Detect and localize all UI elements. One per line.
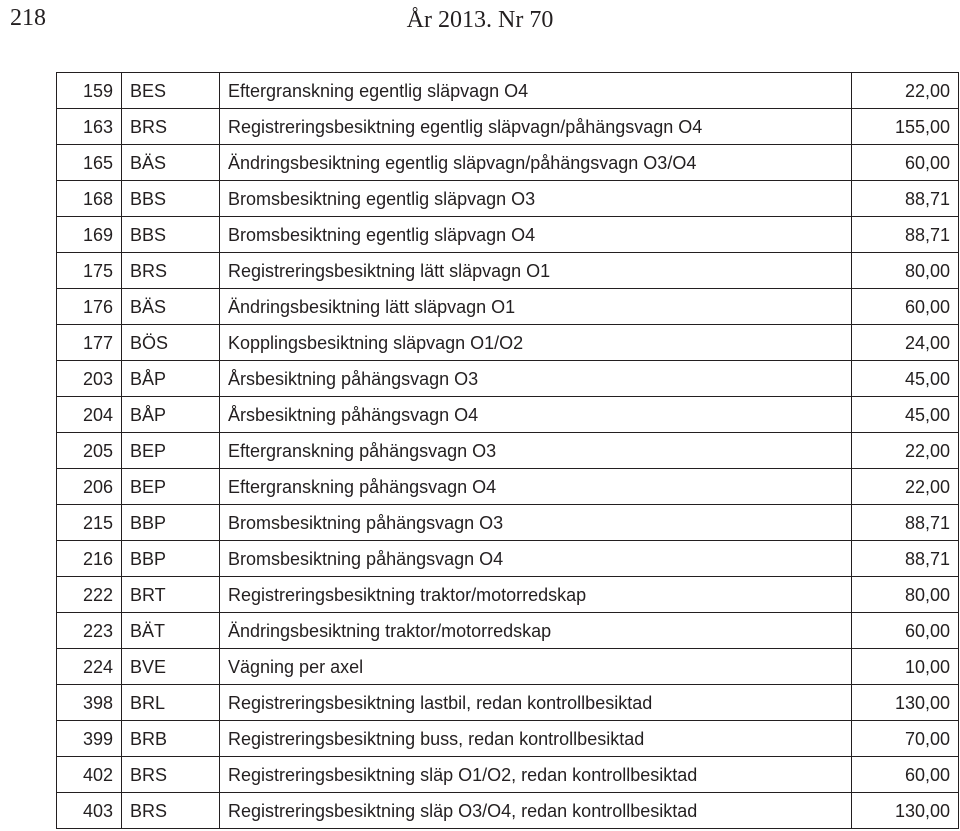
row-amount: 60,00 xyxy=(852,145,959,181)
row-code: 222 xyxy=(57,577,122,613)
row-amount: 60,00 xyxy=(852,757,959,793)
row-code: 203 xyxy=(57,361,122,397)
row-abbr: BBS xyxy=(122,181,220,217)
row-abbr: BRS xyxy=(122,109,220,145)
row-abbr: BRL xyxy=(122,685,220,721)
table-row xyxy=(57,325,959,361)
row-abbr: BES xyxy=(122,73,220,109)
table-row xyxy=(57,649,959,685)
row-code: 163 xyxy=(57,109,122,145)
row-description: Registreringsbesiktning släp O1/O2, redan kontrollbesiktad xyxy=(220,757,852,793)
row-amount: 70,00 xyxy=(852,721,959,757)
row-code: 399 xyxy=(57,721,122,757)
table-row xyxy=(57,397,959,433)
row-description: Registreringsbesiktning släp O3/O4, redan kontrollbesiktad xyxy=(220,793,852,829)
row-amount: 22,00 xyxy=(852,469,959,505)
row-abbr: BRS xyxy=(122,757,220,793)
row-amount: 60,00 xyxy=(852,289,959,325)
row-amount: 60,00 xyxy=(852,613,959,649)
row-description: Eftergranskning egentlig släpvagn O4 xyxy=(220,73,852,109)
row-abbr: BÅP xyxy=(122,361,220,397)
row-abbr: BRT xyxy=(122,577,220,613)
row-code: 216 xyxy=(57,541,122,577)
row-amount: 130,00 xyxy=(852,793,959,829)
row-description: Bromsbesiktning egentlig släpvagn O3 xyxy=(220,181,852,217)
table-row xyxy=(57,217,959,253)
fee-table-body xyxy=(57,73,959,829)
row-abbr: BEP xyxy=(122,433,220,469)
row-abbr: BBS xyxy=(122,217,220,253)
table-row xyxy=(57,541,959,577)
row-amount: 10,00 xyxy=(852,649,959,685)
row-abbr: BÅP xyxy=(122,397,220,433)
row-abbr: BÄS xyxy=(122,289,220,325)
table-row xyxy=(57,469,959,505)
row-description: Vägning per axel xyxy=(220,649,852,685)
row-description: Eftergranskning påhängsvagn O4 xyxy=(220,469,852,505)
table-row xyxy=(57,109,959,145)
table-row xyxy=(57,577,959,613)
row-abbr: BBP xyxy=(122,541,220,577)
row-abbr: BBP xyxy=(122,505,220,541)
row-description: Registreringsbesiktning traktor/motorredskap xyxy=(220,577,852,613)
row-description: Årsbesiktning påhängsvagn O4 xyxy=(220,397,852,433)
row-description: Årsbesiktning påhängsvagn O3 xyxy=(220,361,852,397)
row-amount: 22,00 xyxy=(852,73,959,109)
row-description: Ändringsbesiktning traktor/motorredskap xyxy=(220,613,852,649)
table-row xyxy=(57,721,959,757)
row-abbr: BRS xyxy=(122,793,220,829)
row-amount: 24,00 xyxy=(852,325,959,361)
row-abbr: BEP xyxy=(122,469,220,505)
row-description: Bromsbesiktning påhängsvagn O3 xyxy=(220,505,852,541)
table-row xyxy=(57,145,959,181)
table-row xyxy=(57,253,959,289)
table-row xyxy=(57,289,959,325)
table-row xyxy=(57,793,959,829)
row-amount: 130,00 xyxy=(852,685,959,721)
row-code: 206 xyxy=(57,469,122,505)
table-row xyxy=(57,73,959,109)
row-abbr: BRB xyxy=(122,721,220,757)
row-code: 204 xyxy=(57,397,122,433)
row-code: 159 xyxy=(57,73,122,109)
row-code: 168 xyxy=(57,181,122,217)
row-amount: 88,71 xyxy=(852,505,959,541)
row-amount: 88,71 xyxy=(852,541,959,577)
row-description: Ändringsbesiktning lätt släpvagn O1 xyxy=(220,289,852,325)
row-code: 398 xyxy=(57,685,122,721)
table-row xyxy=(57,757,959,793)
table-row xyxy=(57,181,959,217)
row-abbr: BRS xyxy=(122,253,220,289)
row-amount: 80,00 xyxy=(852,577,959,613)
page-number: 218 xyxy=(10,5,46,31)
page-header: År 2013. Nr 70 xyxy=(406,7,554,33)
table-row xyxy=(57,433,959,469)
row-abbr: BÄT xyxy=(122,613,220,649)
row-code: 402 xyxy=(57,757,122,793)
row-abbr: BÖS xyxy=(122,325,220,361)
table-row xyxy=(57,685,959,721)
row-code: 175 xyxy=(57,253,122,289)
row-code: 169 xyxy=(57,217,122,253)
row-description: Bromsbesiktning påhängsvagn O4 xyxy=(220,541,852,577)
row-code: 224 xyxy=(57,649,122,685)
row-code: 403 xyxy=(57,793,122,829)
row-code: 205 xyxy=(57,433,122,469)
row-amount: 88,71 xyxy=(852,217,959,253)
row-description: Registreringsbesiktning lätt släpvagn O1 xyxy=(220,253,852,289)
row-abbr: BVE xyxy=(122,649,220,685)
table-row xyxy=(57,361,959,397)
row-description: Bromsbesiktning egentlig släpvagn O4 xyxy=(220,217,852,253)
row-code: 177 xyxy=(57,325,122,361)
row-abbr: BÄS xyxy=(122,145,220,181)
row-code: 165 xyxy=(57,145,122,181)
row-code: 215 xyxy=(57,505,122,541)
row-description: Registreringsbesiktning egentlig släpvagn/påhängsvagn O4 xyxy=(220,109,852,145)
row-amount: 80,00 xyxy=(852,253,959,289)
row-code: 176 xyxy=(57,289,122,325)
row-amount: 22,00 xyxy=(852,433,959,469)
table-row xyxy=(57,613,959,649)
table-row xyxy=(57,505,959,541)
row-amount: 45,00 xyxy=(852,397,959,433)
row-description: Kopplingsbesiktning släpvagn O1/O2 xyxy=(220,325,852,361)
row-code: 223 xyxy=(57,613,122,649)
row-amount: 88,71 xyxy=(852,181,959,217)
row-description: Eftergranskning påhängsvagn O3 xyxy=(220,433,852,469)
row-amount: 45,00 xyxy=(852,361,959,397)
row-description: Registreringsbesiktning buss, redan kontrollbesiktad xyxy=(220,721,852,757)
row-description: Registreringsbesiktning lastbil, redan kontrollbesiktad xyxy=(220,685,852,721)
fee-table xyxy=(56,72,959,829)
row-description: Ändringsbesiktning egentlig släpvagn/påhängsvagn O3/O4 xyxy=(220,145,852,181)
row-amount: 155,00 xyxy=(852,109,959,145)
